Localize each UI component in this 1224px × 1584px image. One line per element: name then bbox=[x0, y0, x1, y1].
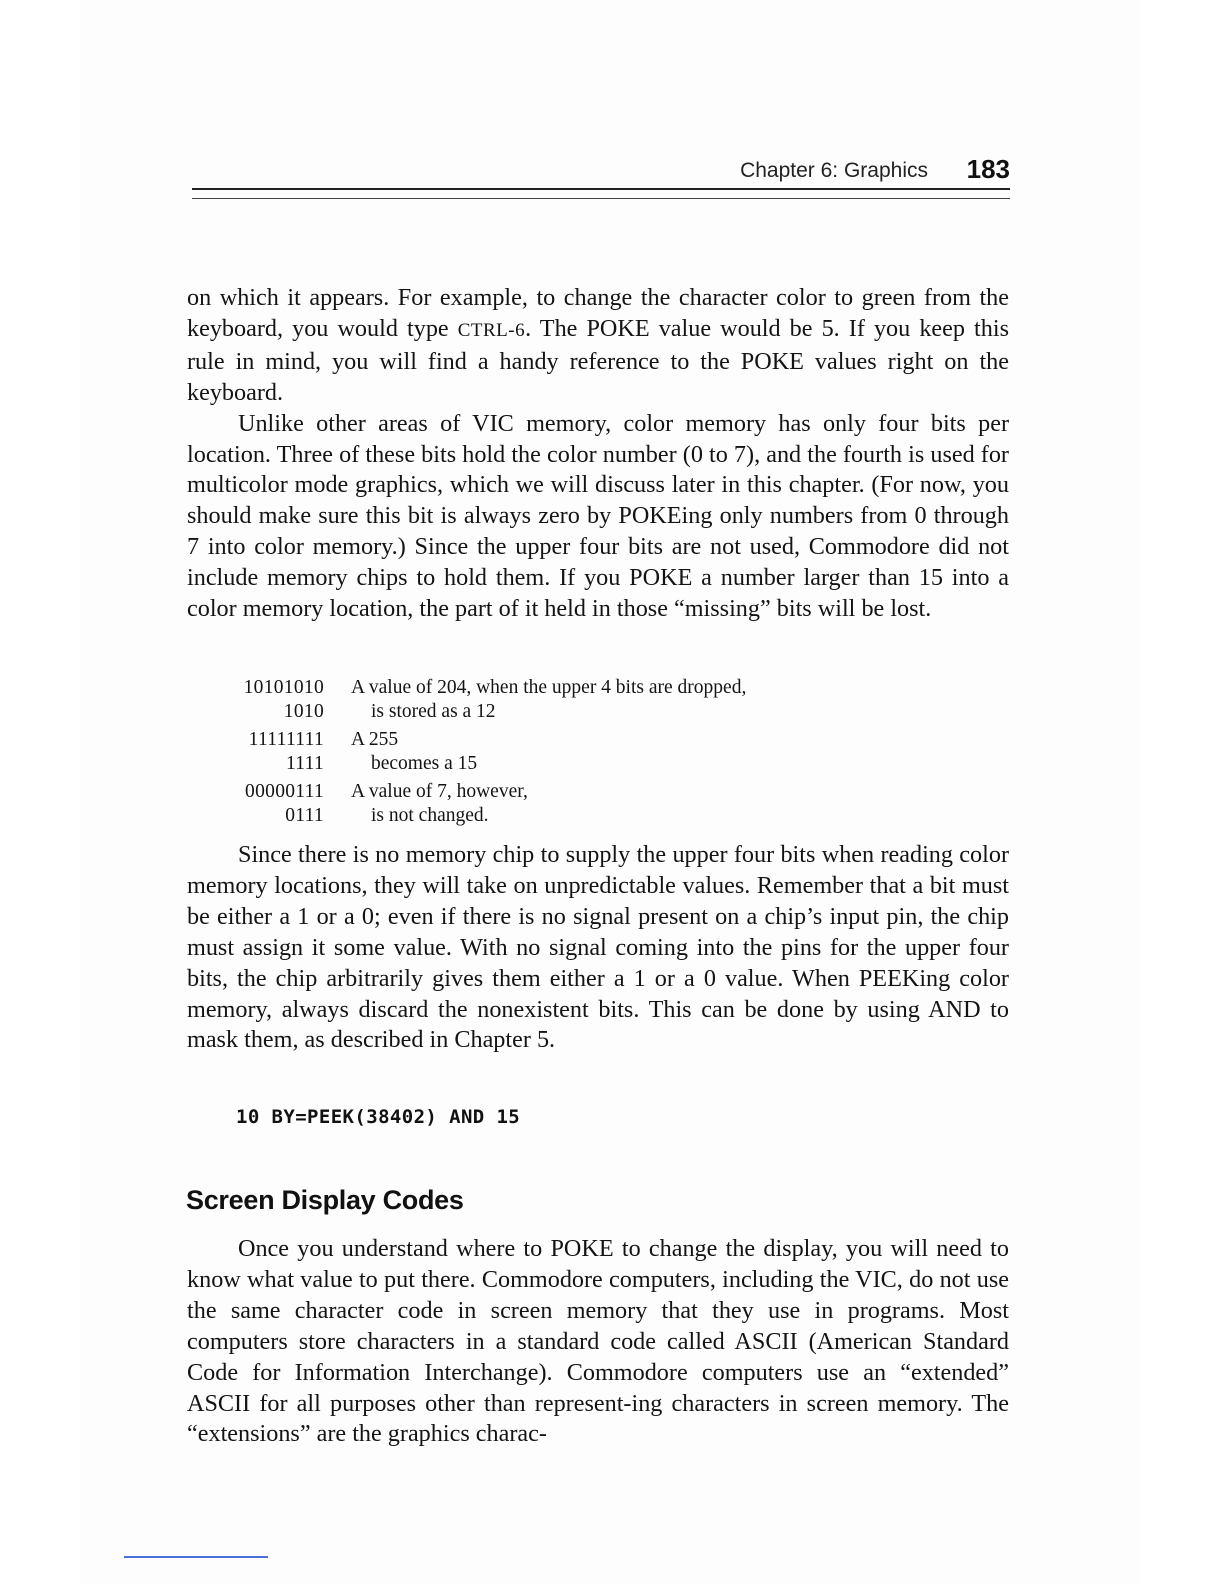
binary-row bbox=[238, 728, 838, 752]
binary-value: 1111 bbox=[285, 753, 324, 774]
binary-row bbox=[238, 676, 838, 700]
binary-description: becomes a 15 bbox=[371, 753, 478, 774]
text-block-lower bbox=[187, 1234, 1009, 1450]
paragraph-2: Unlike other areas of VIC memory, color memory has only four bits per location. Three of these bits hold the color number (0 to 7), and the fourth is used for multicolor mode graphics, which we will discuss later in this chapter. (For now, you should make sure this bit is always zero by POKEing only numbers from 0 through 7 into color memory.) Since the upper four bits are not used, Commodore did not include memory chips to hold them. If you POKE a number larger than 15 into a color memory location, the part of it held in those “missing” bits will be lost. bbox=[187, 409, 1009, 623]
scan-edge-mark bbox=[124, 1556, 268, 1558]
binary-description: A 255 bbox=[351, 729, 399, 750]
code-listing: 10 BY=PEEK(38402) AND 15 bbox=[236, 1106, 521, 1128]
header-rule-top bbox=[192, 188, 1010, 190]
text-block-middle bbox=[187, 840, 1009, 1056]
binary-value: 00000111 bbox=[245, 781, 324, 802]
page-number: 183 bbox=[966, 154, 1010, 184]
binary-row bbox=[238, 700, 838, 724]
section-heading: Screen Display Codes bbox=[186, 1185, 464, 1215]
binary-examples-table bbox=[238, 676, 838, 828]
chapter-title: Chapter 6: Graphics bbox=[740, 159, 928, 182]
binary-value: 1010 bbox=[283, 701, 324, 722]
key-combo: CTRL-6 bbox=[457, 319, 526, 341]
paragraph-4: Once you understand where to POKE to change the display, you will need to know what value to put there. Commodore computers, including the VIC, do not use the same character code in screen memory that they use in programs. Most computers store characters in a standard code called ASCII (American Standard Code for Information Interchange). Commodore computers use an “extended” ASCII for all purposes other than represent-ing characters in screen memory. The “extensions” are the graphics charac- bbox=[187, 1235, 1009, 1448]
binary-row bbox=[238, 752, 838, 776]
binary-description: A value of 204, when the upper 4 bits are dropped, bbox=[351, 677, 747, 698]
paragraph-1-text-a: on which it appears. For example, to change the character color to green from the keyboard, you would type bbox=[187, 284, 1009, 342]
running-header bbox=[192, 152, 1010, 190]
binary-description: is not changed. bbox=[371, 805, 489, 826]
paragraph-3: Since there is no memory chip to supply the upper four bits when reading color memory locations, they will take on unpredictable values. Remember that a bit must be either a 1 or a 0; even if there is no signal present on a chip’s input pin, the chip must assign it some value. With no signal coming into the pins for the upper four bits, the chip arbitrarily gives them either a 1 or a 0 value. When PEEKing color memory, always discard the nonexistent bits. This can be done by using AND to mask them, as described in Chapter 5. bbox=[187, 841, 1009, 1054]
binary-description: is stored as a 12 bbox=[371, 701, 496, 722]
header-rule-bottom bbox=[192, 198, 1010, 199]
paragraph-1 bbox=[187, 283, 1009, 409]
binary-description: A value of 7, however, bbox=[351, 781, 528, 802]
binary-value: 0111 bbox=[285, 805, 324, 826]
binary-value: 11111111 bbox=[248, 729, 324, 750]
paragraph-1-text-b: . The POKE value would be 5. If you keep this rule in mind, you will find a handy reference to the POKE values right on the keyboard. bbox=[187, 314, 1009, 406]
binary-row bbox=[238, 780, 838, 804]
binary-value: 10101010 bbox=[243, 677, 324, 698]
text-block-upper bbox=[187, 283, 1009, 625]
binary-row bbox=[238, 804, 838, 828]
